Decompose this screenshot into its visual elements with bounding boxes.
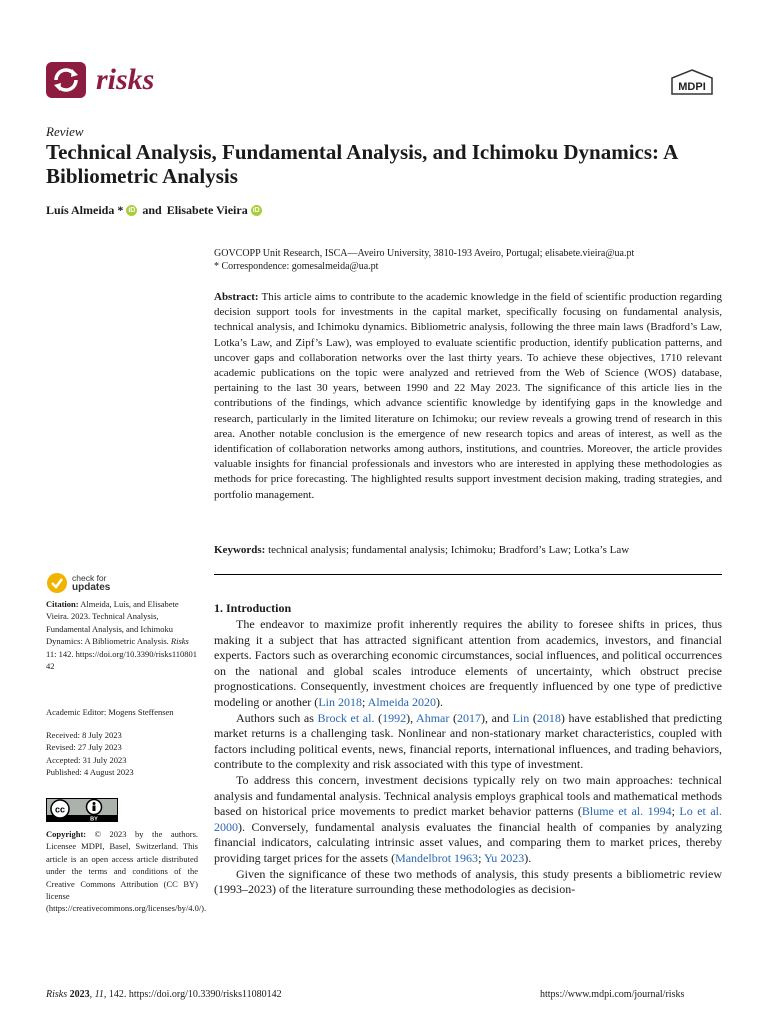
affiliation: GOVCOPP Unit Research, ISCA—Aveiro University, 3810-193 Aveiro, Portugal; elisabete.vieira@ua.pt (214, 248, 635, 259)
cc-by-license-icon[interactable] (46, 798, 118, 822)
reference-link[interactable]: 1992 (382, 710, 407, 725)
keywords-text: technical analysis; fundamental analysis; Ichimoku; Bradford’s Law; Lotka’s Law (268, 544, 630, 556)
citation-text: Almeida, Luís, and Elisabete Vieira. 2023. Technical Analysis, Fundamental Analysis, and Ichimoku Dynamics: A Bibliometric Analysis. (46, 599, 179, 647)
reference-link[interactable]: Blume et al. 1994 (581, 804, 672, 819)
reference-link[interactable]: Ahmar (416, 710, 450, 725)
keywords-label: Keywords: (214, 544, 266, 556)
paragraph: To address this concern, investment decisions typically rely on two main approaches: technical analysis and fundamental analysis. Technical analysis employs graphical tools and mathematical methods based on historical price movements to predict market behavior patterns (Blume et al. 1994; Lo et al. 2000). Conversely, fundamental analysis evaluates the financial health of companies by analyzing financial indicators, calculating intrinsic asset values, and comparing them to market prices, thereby providing target prices for the assets (Mandelbrot 1963; Yu 2023). (214, 772, 722, 865)
author-list (46, 203, 262, 218)
published-date: Published: 4 August 2023 (46, 767, 134, 778)
svg-text:cc: cc (54, 804, 66, 815)
paragraph: The endeavor to maximize profit inherently requires the ability to foresee shifts in prices, thus making it a subject that has attracted significant attention from academics, investors, and financial experts. Factors such as overarching economic circumstances, social influences, and political occurrences on the national and global scales introduce elements of uncertainty, which obstruct precise prognostications. Consequently, investment choices are frequently influenced by one type of predictive modeling or another (Lin 2018; Almeida 2020). (214, 617, 722, 709)
footer-citation: Risks 2023, 11, 142. https://doi.org/10.3390/risks11080142 (46, 989, 282, 1000)
academic-editor: Academic Editor: Mogens Steffensen (46, 707, 174, 717)
section-heading-introduction: 1. Introduction (214, 601, 292, 615)
citation-doi[interactable]: https://doi.org/10.3390/risks11080142 (46, 648, 198, 672)
article-title: Technical Analysis, Fundamental Analysis, and Ichimoku Dynamics: A Bibliometric Analysis (46, 140, 678, 188)
footer-volume: 11 (94, 989, 104, 1000)
author-second[interactable]: Elisabete Vieira (166, 203, 248, 217)
footer-journal-url[interactable]: https://www.mdpi.com/journal/risks (540, 989, 685, 1000)
orcid-icon[interactable]: iD (252, 207, 260, 214)
cc-label: BY (90, 816, 98, 822)
mdpi-logo-icon (666, 68, 718, 98)
copyright-text: © 2023 by the authors. Licensee MDPI, Basel, Switzerland. This article is an open access article distributed under the terms and conditions of the Creative Commons Attribution (CC BY) license (https://creativecommons.org/licenses/by/4.0/). (46, 829, 207, 914)
citation-block (46, 598, 198, 672)
copyright-label: Copyright: (46, 829, 87, 839)
copyright-block (46, 828, 207, 915)
reference-link[interactable]: Lin 2018 (318, 694, 362, 709)
section-divider (214, 574, 722, 575)
keywords (214, 543, 722, 557)
reference-link[interactable]: Almeida 2020 (367, 694, 436, 709)
check-updates-line2: updates (72, 582, 111, 593)
abstract-text: This article aims to contribute to the academic knowledge in the field of scientific production regarding decision support tools for investments in the capital market, specifically focusing on fundamental analysis, technical analysis, and Ichimoku dynamics. Bibliometric analysis, following the three main laws (Bradford’s Law, Lotka’s Law, and Zipf’s Law), was employed to evaluate scientific production, identify publication patterns, and uncover gaps and collaboration networks over the last thirty years. To achieve these objectives, 1710 relevant academic publications on the topic were analyzed and retrieved from the Web of Science (WOS) database, pertaining to the last 30 years, between 1990 and 22 May 2023. The significance of this article lies in the contributions of the findings, which advance scientific knowledge by identifying gaps in the knowledge and research, particularly in the limited literature on Ichimoku; our review reveals a growing trend of research in this area. Another notable conclusion is the emergence of new research topics and areas of interest, as well as the identification of collaboration networks among authors, institutions, and countries. Moreover, the article provides valuable insights for financial professionals and investors who are interested in applying these methodologies as methods for price forecasting. The highlighted results support investment decision making, trading strategies, and portfolio management. (214, 291, 722, 501)
footer-year: 2023 (69, 989, 90, 1000)
introduction-body (214, 617, 722, 898)
reference-link[interactable]: 2017 (457, 710, 481, 725)
revised-date: Revised: 27 July 2023 (46, 742, 122, 753)
check-updates-line1: check for (72, 573, 107, 583)
author-first[interactable]: Luís Almeida * (46, 203, 124, 217)
journal-name: risks (96, 63, 155, 96)
citation-volume: 11: (46, 648, 57, 659)
correspondence: * Correspondence: gomesalmeida@ua.pt (214, 261, 379, 272)
accepted-date: Accepted: 31 July 2023 (46, 754, 127, 765)
citation-page: 142. (58, 648, 74, 659)
abstract (214, 290, 722, 503)
citation-journal: Risks (170, 636, 189, 647)
check-updates-icon (46, 572, 68, 594)
footer-doi[interactable]: , 142. https://doi.org/10.3390/risks11080142 (103, 989, 282, 1000)
check-for-updates-button[interactable] (46, 570, 126, 596)
journal-logo-icon (44, 60, 92, 100)
publication-dates (46, 729, 198, 779)
publisher-name: MDPI (678, 81, 706, 93)
citation-label: Citation: (46, 599, 79, 609)
reference-link[interactable]: Yu 2023 (483, 850, 525, 865)
reference-link[interactable]: Lin (512, 710, 530, 725)
received-date: Received: 8 July 2023 (46, 730, 122, 740)
reference-link[interactable]: 2018 (536, 710, 561, 725)
orcid-icon[interactable]: iD (128, 207, 136, 214)
reference-link[interactable]: Brock et al. (317, 710, 375, 725)
article-type: Review (46, 124, 84, 139)
abstract-label: Abstract: (214, 291, 259, 303)
footer-journal: Risks (46, 989, 68, 1000)
author-connector: and (142, 203, 162, 217)
paragraph: Authors such as Brock et al. (1992), Ahmar (2017), and Lin (2018) have established that predicting market returns is a challenging task. Nonlinear and non-stationary market characteristics, coupled with factors including political events, news, financial reports, international influences, and trading behaviors, contribute to the complexity and risk associated with this type of investment. (214, 710, 722, 772)
reference-link[interactable]: Mandelbrot 1963 (395, 850, 479, 865)
reference-link[interactable]: Lo et al. 2000 (214, 804, 722, 834)
paragraph: Given the significance of these two methods of analysis, this study presents a bibliometric review (1993–2023) of the literature surrounding these methodologies as decision- (214, 866, 722, 897)
